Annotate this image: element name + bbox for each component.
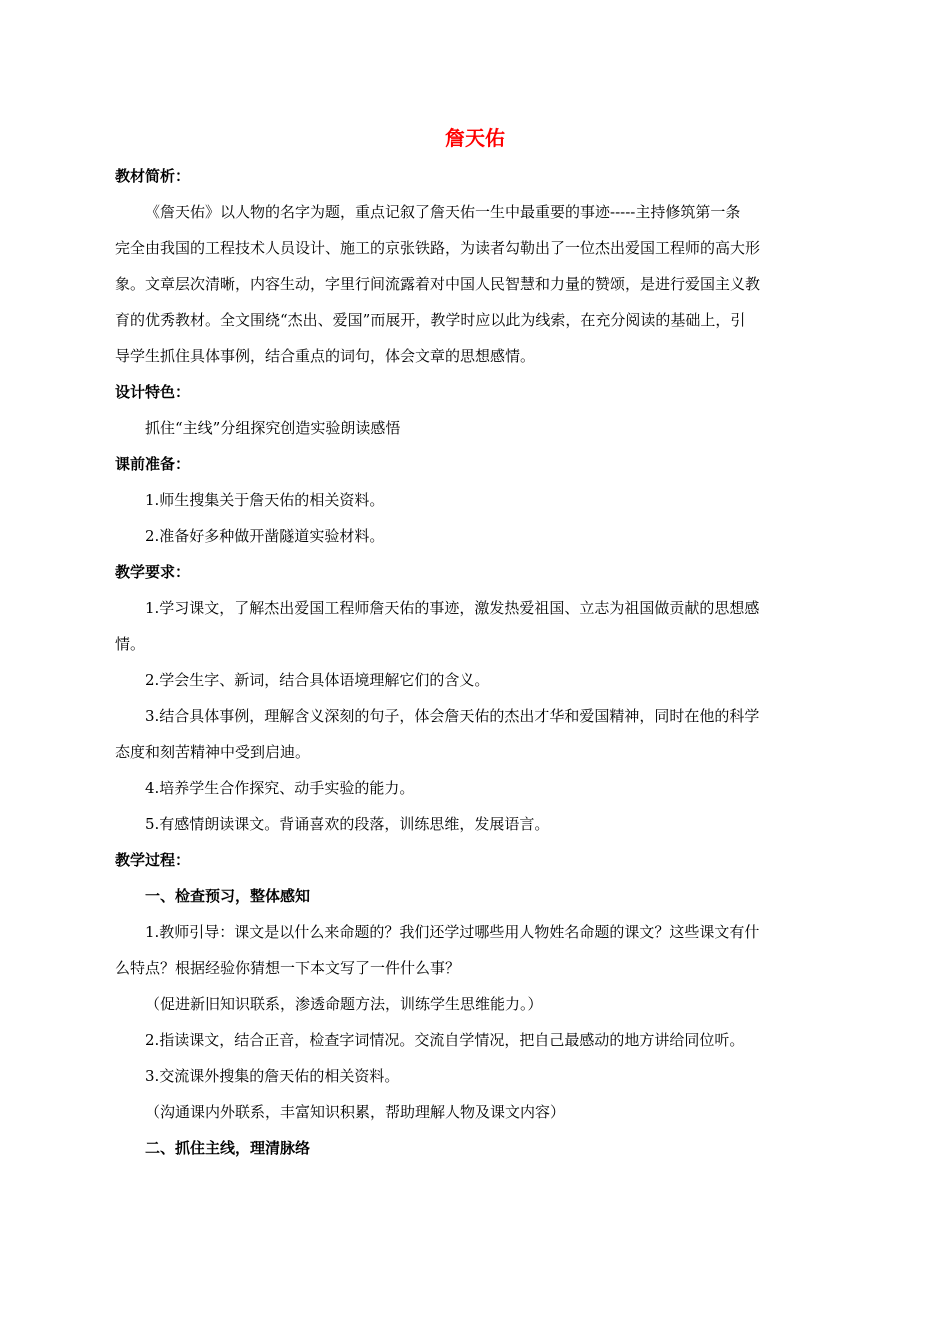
analysis-line: 《詹天佑》以人物的名字为题，重点记叙了詹天佑一生中最重要的事迹-----主持修筑第一条 (145, 203, 741, 221)
process-heading: 教学过程： (115, 851, 191, 869)
requirement-line: 态度和刻苦精神中受到启迪。 (115, 743, 311, 761)
prep-item: 1.师生搜集关于詹天佑的相关资料。 (145, 491, 385, 509)
prep-heading: 课前准备： (115, 455, 191, 473)
requirement-line: 情。 (115, 635, 146, 653)
requirement-line: 3.结合具体事例，理解含义深刻的句子，体会詹天佑的杰出才华和爱国精神，同时在他的科学 (145, 707, 760, 725)
requirement-line: 5.有感情朗读课文。背诵喜欢的段落，训练思维，发展语言。 (145, 815, 550, 833)
step1-line: （促进新旧知识联系，渗透命题方法，训练学生思维能力。） (145, 995, 543, 1013)
prep-item: 2.准备好多种做开凿隧道实验材料。 (145, 527, 385, 545)
step2-heading: 二、抓住主线，理清脉络 (145, 1139, 311, 1157)
step1-line: 么特点？根据经验你猜想一下本文写了一件什么事？ (115, 959, 461, 977)
features-text: 抓住“主线”分组探究创造实验朗读感悟 (145, 419, 401, 437)
requirement-line: 1.学习课文，了解杰出爱国工程师詹天佑的事迹，激发热爱祖国、立志为祖国做贡献的思想感 (145, 599, 760, 617)
requirement-line: 2.学会生字、新词，结合具体语境理解它们的含义。 (145, 671, 490, 689)
features-heading: 设计特色： (115, 383, 191, 401)
requirement-line: 4.培养学生合作探究、动手实验的能力。 (145, 779, 415, 797)
step1-line: （沟通课内外联系，丰富知识积累，帮助理解人物及课文内容） (145, 1103, 566, 1121)
step1-line: 2.指读课文，结合正音，检查字词情况。交流自学情况，把自己最感动的地方讲给同位听。 (145, 1031, 745, 1049)
step1-line: 1.教师引导：课文是以什么来命题的？我们还学过哪些用人物姓名命题的课文？这些课文有什 (145, 923, 760, 941)
analysis-line: 象。文章层次清晰，内容生动，字里行间流露着对中国人民智慧和力量的赞颂，是进行爱国主义教 (115, 275, 761, 293)
step1-heading: 一、检查预习，整体感知 (145, 887, 311, 905)
step1-line: 3.交流课外搜集的詹天佑的相关资料。 (145, 1067, 400, 1085)
document-body (115, 158, 835, 1166)
analysis-heading: 教材简析： (115, 167, 191, 185)
analysis-line: 导学生抓住具体事例，结合重点的词句，体会文章的思想感情。 (115, 347, 536, 365)
requirements-heading: 教学要求： (115, 563, 191, 581)
analysis-line: 完全由我国的工程技术人员设计、施工的京张铁路，为读者勾勒出了一位杰出爱国工程师的高大形 (115, 239, 761, 257)
document-title: 詹天佑 (445, 126, 505, 150)
analysis-line: 育的优秀教材。全文围绕“杰出、爱国”而展开，教学时应以此为线索，在充分阅读的基础上，引 (115, 311, 746, 329)
